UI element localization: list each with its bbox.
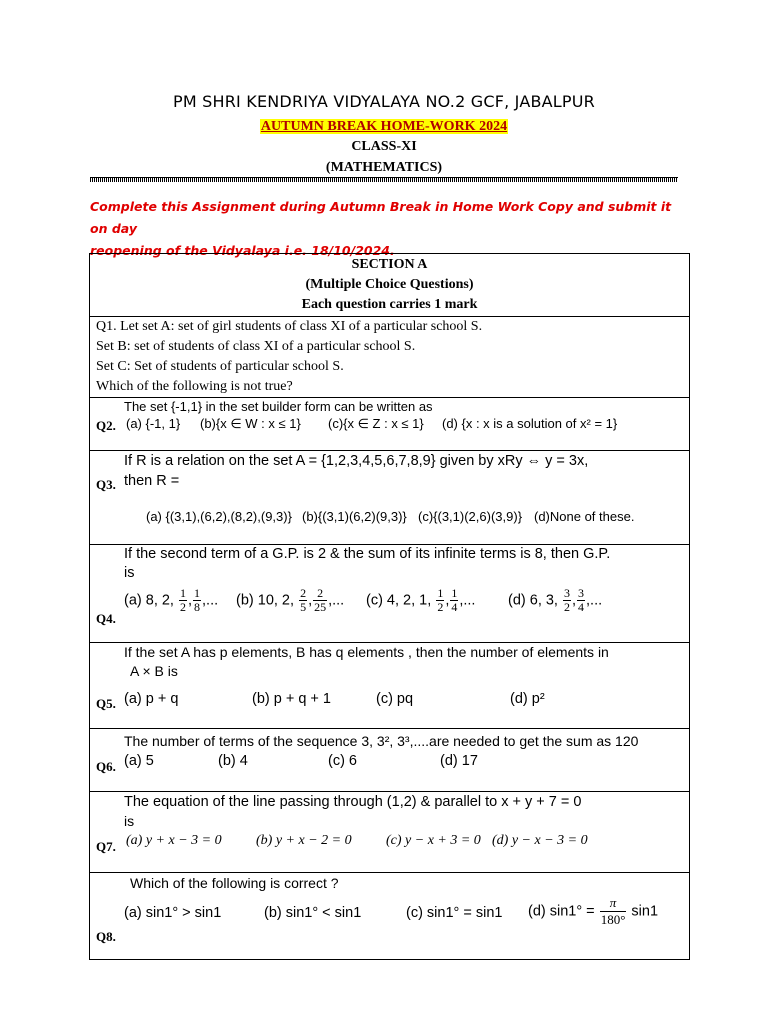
q5-option-d: (d) p² xyxy=(510,691,545,707)
question-7 xyxy=(90,792,690,873)
section-marks: Each question carries 1 mark xyxy=(301,297,478,312)
q7-stem-line-2: is xyxy=(124,813,135,829)
section-header xyxy=(90,254,690,317)
q2-option-c: (c){x ∈ Z : x ≤ 1} xyxy=(328,416,424,431)
q7-stem-line-1: The equation of the line passing through (1,2) & parallel to x + y + 7 = 0 xyxy=(124,794,582,810)
q3-option-c: (c){(3,1)(2,6)(3,9)} xyxy=(418,509,523,524)
q4-option-b: (b) 10, 2, $\frac{2}{5}$ , $\frac{2}{25}$ ,... xyxy=(236,586,345,614)
q8-option-a: (a) sin1° > sin1 xyxy=(124,905,222,921)
section-title: SECTION A xyxy=(351,257,428,272)
q4-option-d: (d) 6, 3, $\frac{3}{2}$ , $\frac{3}{4}$ ,... xyxy=(508,586,603,614)
q4-stem-line-2: is xyxy=(124,565,135,581)
q4-number: Q4. xyxy=(96,611,116,626)
q1-line-2: Set B: set of students of class XI of a particular school S. xyxy=(96,339,416,354)
q3-option-a: (a) {(3,1),(6,2),(8,2),(9,3)} xyxy=(146,509,292,524)
question-8 xyxy=(90,873,690,960)
q6-option-c: (c) 6 xyxy=(328,753,357,769)
question-1 xyxy=(90,317,690,398)
question-3 xyxy=(90,451,690,545)
q6-option-a: (a) 5 xyxy=(124,753,154,769)
section-subtitle: (Multiple Choice Questions) xyxy=(305,277,474,292)
q4-option-c: (c) 4, 2, 1, $\frac{1}{2}$ , $\frac{1}{4}$ ,... xyxy=(366,586,476,614)
q2-option-a: (a) {-1, 1} xyxy=(126,416,181,431)
q4-stem-line-1: If the second term of a G.P. is 2 & the sum of its infinite terms is 8, then G.P. xyxy=(124,546,611,562)
q3-number: Q3. xyxy=(96,477,116,492)
homework-title: AUTUMN BREAK HOME-WORK 2024 xyxy=(260,119,508,134)
q6-number: Q6. xyxy=(96,759,116,774)
q3-option-b: (b){(3,1)(6,2)(9,3)} xyxy=(302,509,407,524)
q8-number: Q8. xyxy=(96,929,116,944)
q5-stem-line-2: A × B is xyxy=(130,663,178,679)
q8-option-c: (c) sin1° = sin1 xyxy=(406,905,503,921)
q2-option-d: (d) {x : x is a solution of x² = 1} xyxy=(442,416,618,431)
q4-option-a: (a) 8, 2, $\frac{1}{2}$ , $\frac{1}{8}$ ,... xyxy=(124,586,219,614)
q4-b-fraction-1: $\frac{2}{5}$ xyxy=(300,586,307,614)
subject-label: (MATHEMATICS) xyxy=(325,160,443,175)
q2-number: Q2. xyxy=(96,418,116,433)
header-divider xyxy=(90,177,678,182)
q5-number: Q5. xyxy=(96,696,116,711)
q3-stem-line-2: then R = xyxy=(124,473,180,489)
q5-option-b: (b) p + q + 1 xyxy=(252,691,331,707)
q8-d-fraction: $\frac{\pi}{180^\circ}$ xyxy=(600,895,626,927)
q7-option-d: (d) y − x − 3 = 0 xyxy=(492,833,588,848)
q5-option-c: (c) pq xyxy=(376,691,414,707)
q2-stem: The set {-1,1} in the set builder form can be written as xyxy=(124,399,433,414)
q1-line-4: Which of the following is not true? xyxy=(96,379,293,394)
instruction-line-1: Complete this Assignment during Autumn Break in Home Work Copy and submit it on day xyxy=(90,199,672,236)
q5-option-a: (a) p + q xyxy=(124,691,179,707)
question-5 xyxy=(90,643,690,729)
question-6 xyxy=(90,729,690,792)
q3-option-d: (d)None of these. xyxy=(534,509,635,524)
q7-number: Q7. xyxy=(96,839,116,854)
q6-option-d: (d) 17 xyxy=(440,753,478,769)
q6-stem: The number of terms of the sequence 3, 3², 3³,....are needed to get the sum as 120 xyxy=(124,733,639,749)
q1-line-3: Set C: Set of students of particular school S. xyxy=(96,359,344,374)
q8-option-b: (b) sin1° < sin1 xyxy=(264,905,362,921)
q4-c-fraction-2: $\frac{1}{4}$ xyxy=(451,586,458,614)
q6-option-b: (b) 4 xyxy=(218,753,248,769)
question-4 xyxy=(90,545,690,643)
q8-stem: Which of the following is correct ? xyxy=(130,875,339,891)
school-name: PM SHRI KENDRIYA VIDYALAYA NO.2 GCF, JABALPUR xyxy=(173,92,595,111)
instruction-line-2: reopening of the Vidyalaya i.e. 18/10/2024. xyxy=(90,243,395,258)
q7-option-b: (b) y + x − 2 = 0 xyxy=(256,833,352,848)
q4-d-fraction-2: $\frac{3}{4}$ xyxy=(578,586,585,614)
q4-d-fraction-1: $\frac{3}{2}$ xyxy=(564,586,570,614)
class-label: CLASS-XI xyxy=(351,139,417,154)
q1-line-1: Q1. Let set A: set of girl students of class XI of a particular school S. xyxy=(96,319,483,334)
q4-a-fraction-2: $\frac{1}{8}$ xyxy=(194,586,201,614)
q7-option-c: (c) y − x + 3 = 0 xyxy=(386,833,481,848)
q5-stem-line-1: If the set A has p elements, B has q elements , then the number of elements in xyxy=(124,644,609,660)
q7-option-a: (a) y + x − 3 = 0 xyxy=(126,833,222,848)
question-table xyxy=(89,253,690,960)
q3-stem-line-1: If R is a relation on the set A = {1,2,3,4,5,6,7,8,9} given by xRy ⇔ y = 3x, xyxy=(124,453,589,469)
question-2 xyxy=(90,398,690,451)
q2-option-b: (b){x ∈ W : x ≤ 1} xyxy=(200,416,301,431)
q4-b-fraction-2: $\frac{2}{25}$ xyxy=(314,586,327,614)
q4-a-fraction-1: $\frac{1}{2}$ xyxy=(180,586,186,614)
q4-c-fraction-1: $\frac{1}{2}$ xyxy=(437,586,444,614)
q8-option-d: (d) sin1° = $\frac{\pi}{180^\circ}$ sin1 xyxy=(528,895,659,927)
